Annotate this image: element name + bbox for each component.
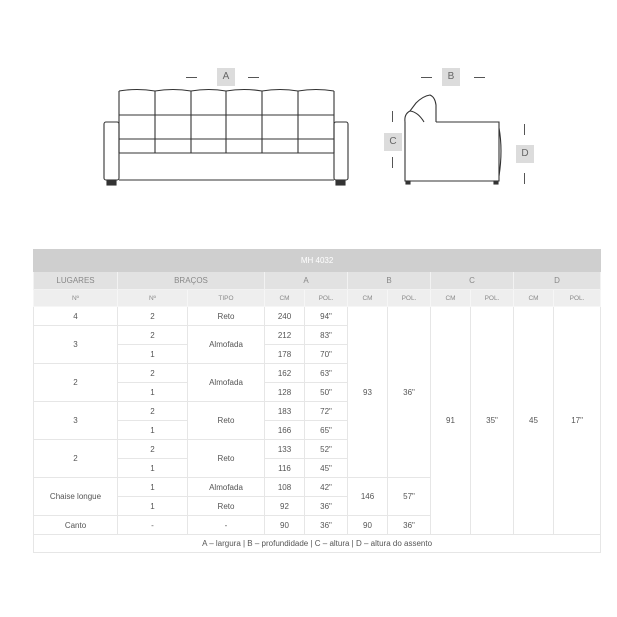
cell-lugares: 2	[34, 364, 118, 402]
cell-a-cm: 116	[265, 459, 305, 478]
cell-d-cm: 45	[514, 307, 554, 535]
table-legend: A – largura | B – profundidade | C – altura | D – altura do assento	[34, 535, 601, 553]
cell-tipo: Reto	[188, 307, 265, 326]
cell-tipo: Almofada	[188, 326, 265, 364]
dim-label-b: B	[442, 68, 460, 86]
cell-a-cm: 133	[265, 440, 305, 459]
sub-header-b-cm: CM	[348, 290, 388, 307]
cell-tipo: Reto	[188, 402, 265, 440]
cell-tipo: Almofada	[188, 364, 265, 402]
cell-a-pol: 63"	[305, 364, 348, 383]
cell-a-pol: 83"	[305, 326, 348, 345]
cell-a-pol: 36"	[305, 497, 348, 516]
cell-bracos: 2	[118, 307, 188, 326]
sofa-side-view	[405, 95, 501, 184]
dim-label-c: C	[384, 133, 402, 151]
sub-header-lugares-n: Nº	[34, 290, 118, 307]
header-a: A	[265, 272, 348, 290]
table-footer-row	[34, 535, 601, 553]
dim-label-d: D	[516, 145, 534, 163]
cell-a-cm: 166	[265, 421, 305, 440]
table-title: MH 4032	[34, 250, 601, 272]
cell-a-pol: 42"	[305, 478, 348, 497]
cell-a-cm: 108	[265, 478, 305, 497]
cell-bracos: 2	[118, 326, 188, 345]
cell-a-pol: 70"	[305, 345, 348, 364]
cell-c-cm: 91	[431, 307, 471, 535]
header-d: D	[514, 272, 601, 290]
sub-header-a-cm: CM	[265, 290, 305, 307]
cell-lugares: Chaise longue	[34, 478, 118, 516]
cell-tipo: Reto	[188, 497, 265, 516]
sub-header-b-pol: POL.	[388, 290, 431, 307]
cell-bracos: 2	[118, 440, 188, 459]
table-group-header-row	[34, 272, 601, 290]
cell-a-pol: 50"	[305, 383, 348, 402]
cell-a-pol: 52"	[305, 440, 348, 459]
sub-header-bracos-n: Nº	[118, 290, 188, 307]
cell-bracos: -	[118, 516, 188, 535]
table-sub-header-row	[34, 290, 601, 307]
cell-a-pol: 72"	[305, 402, 348, 421]
sofa-drawings-svg	[0, 0, 617, 230]
header-b: B	[348, 272, 431, 290]
table-row	[34, 307, 601, 326]
cell-bracos: 1	[118, 478, 188, 497]
dimensions-table	[33, 249, 601, 553]
cell-a-pol: 36"	[305, 516, 348, 535]
cell-bracos: 2	[118, 402, 188, 421]
cell-lugares: 2	[34, 440, 118, 478]
cell-tipo: -	[188, 516, 265, 535]
dim-label-a: A	[217, 68, 235, 86]
cell-bracos: 1	[118, 345, 188, 364]
cell-bracos: 2	[118, 364, 188, 383]
cell-a-pol: 94"	[305, 307, 348, 326]
sub-header-d-cm: CM	[514, 290, 554, 307]
cell-bracos: 1	[118, 383, 188, 402]
sub-header-tipo: TIPO	[188, 290, 265, 307]
cell-b-cm: 93	[348, 307, 388, 478]
sub-header-c-pol: POL.	[471, 290, 514, 307]
header-bracos: BRAÇOS	[118, 272, 265, 290]
cell-b-pol: 57"	[388, 478, 431, 516]
cell-lugares: Canto	[34, 516, 118, 535]
cell-a-cm: 162	[265, 364, 305, 383]
cell-bracos: 1	[118, 459, 188, 478]
sub-header-d-pol: POL.	[554, 290, 601, 307]
cell-a-cm: 128	[265, 383, 305, 402]
cell-b-cm: 146	[348, 478, 388, 516]
cell-a-cm: 183	[265, 402, 305, 421]
cell-d-pol: 17"	[554, 307, 601, 535]
product-drawings	[0, 0, 617, 230]
sofa-front-view	[104, 90, 348, 186]
cell-a-cm: 90	[265, 516, 305, 535]
cell-a-cm: 92	[265, 497, 305, 516]
table-title-row	[34, 250, 601, 272]
cell-bracos: 1	[118, 421, 188, 440]
cell-tipo: Almofada	[188, 478, 265, 497]
cell-lugares: 4	[34, 307, 118, 326]
header-c: C	[431, 272, 514, 290]
cell-b-pol: 36"	[388, 516, 431, 535]
cell-a-pol: 45"	[305, 459, 348, 478]
cell-a-cm: 178	[265, 345, 305, 364]
cell-lugares: 3	[34, 326, 118, 364]
sub-header-c-cm: CM	[431, 290, 471, 307]
cell-c-pol: 35"	[471, 307, 514, 535]
sub-header-a-pol: POL.	[305, 290, 348, 307]
cell-a-cm: 240	[265, 307, 305, 326]
cell-a-cm: 212	[265, 326, 305, 345]
cell-b-pol: 36"	[388, 307, 431, 478]
cell-lugares: 3	[34, 402, 118, 440]
header-lugares: LUGARES	[34, 272, 118, 290]
cell-bracos: 1	[118, 497, 188, 516]
cell-tipo: Reto	[188, 440, 265, 478]
cell-a-pol: 65"	[305, 421, 348, 440]
cell-b-cm: 90	[348, 516, 388, 535]
